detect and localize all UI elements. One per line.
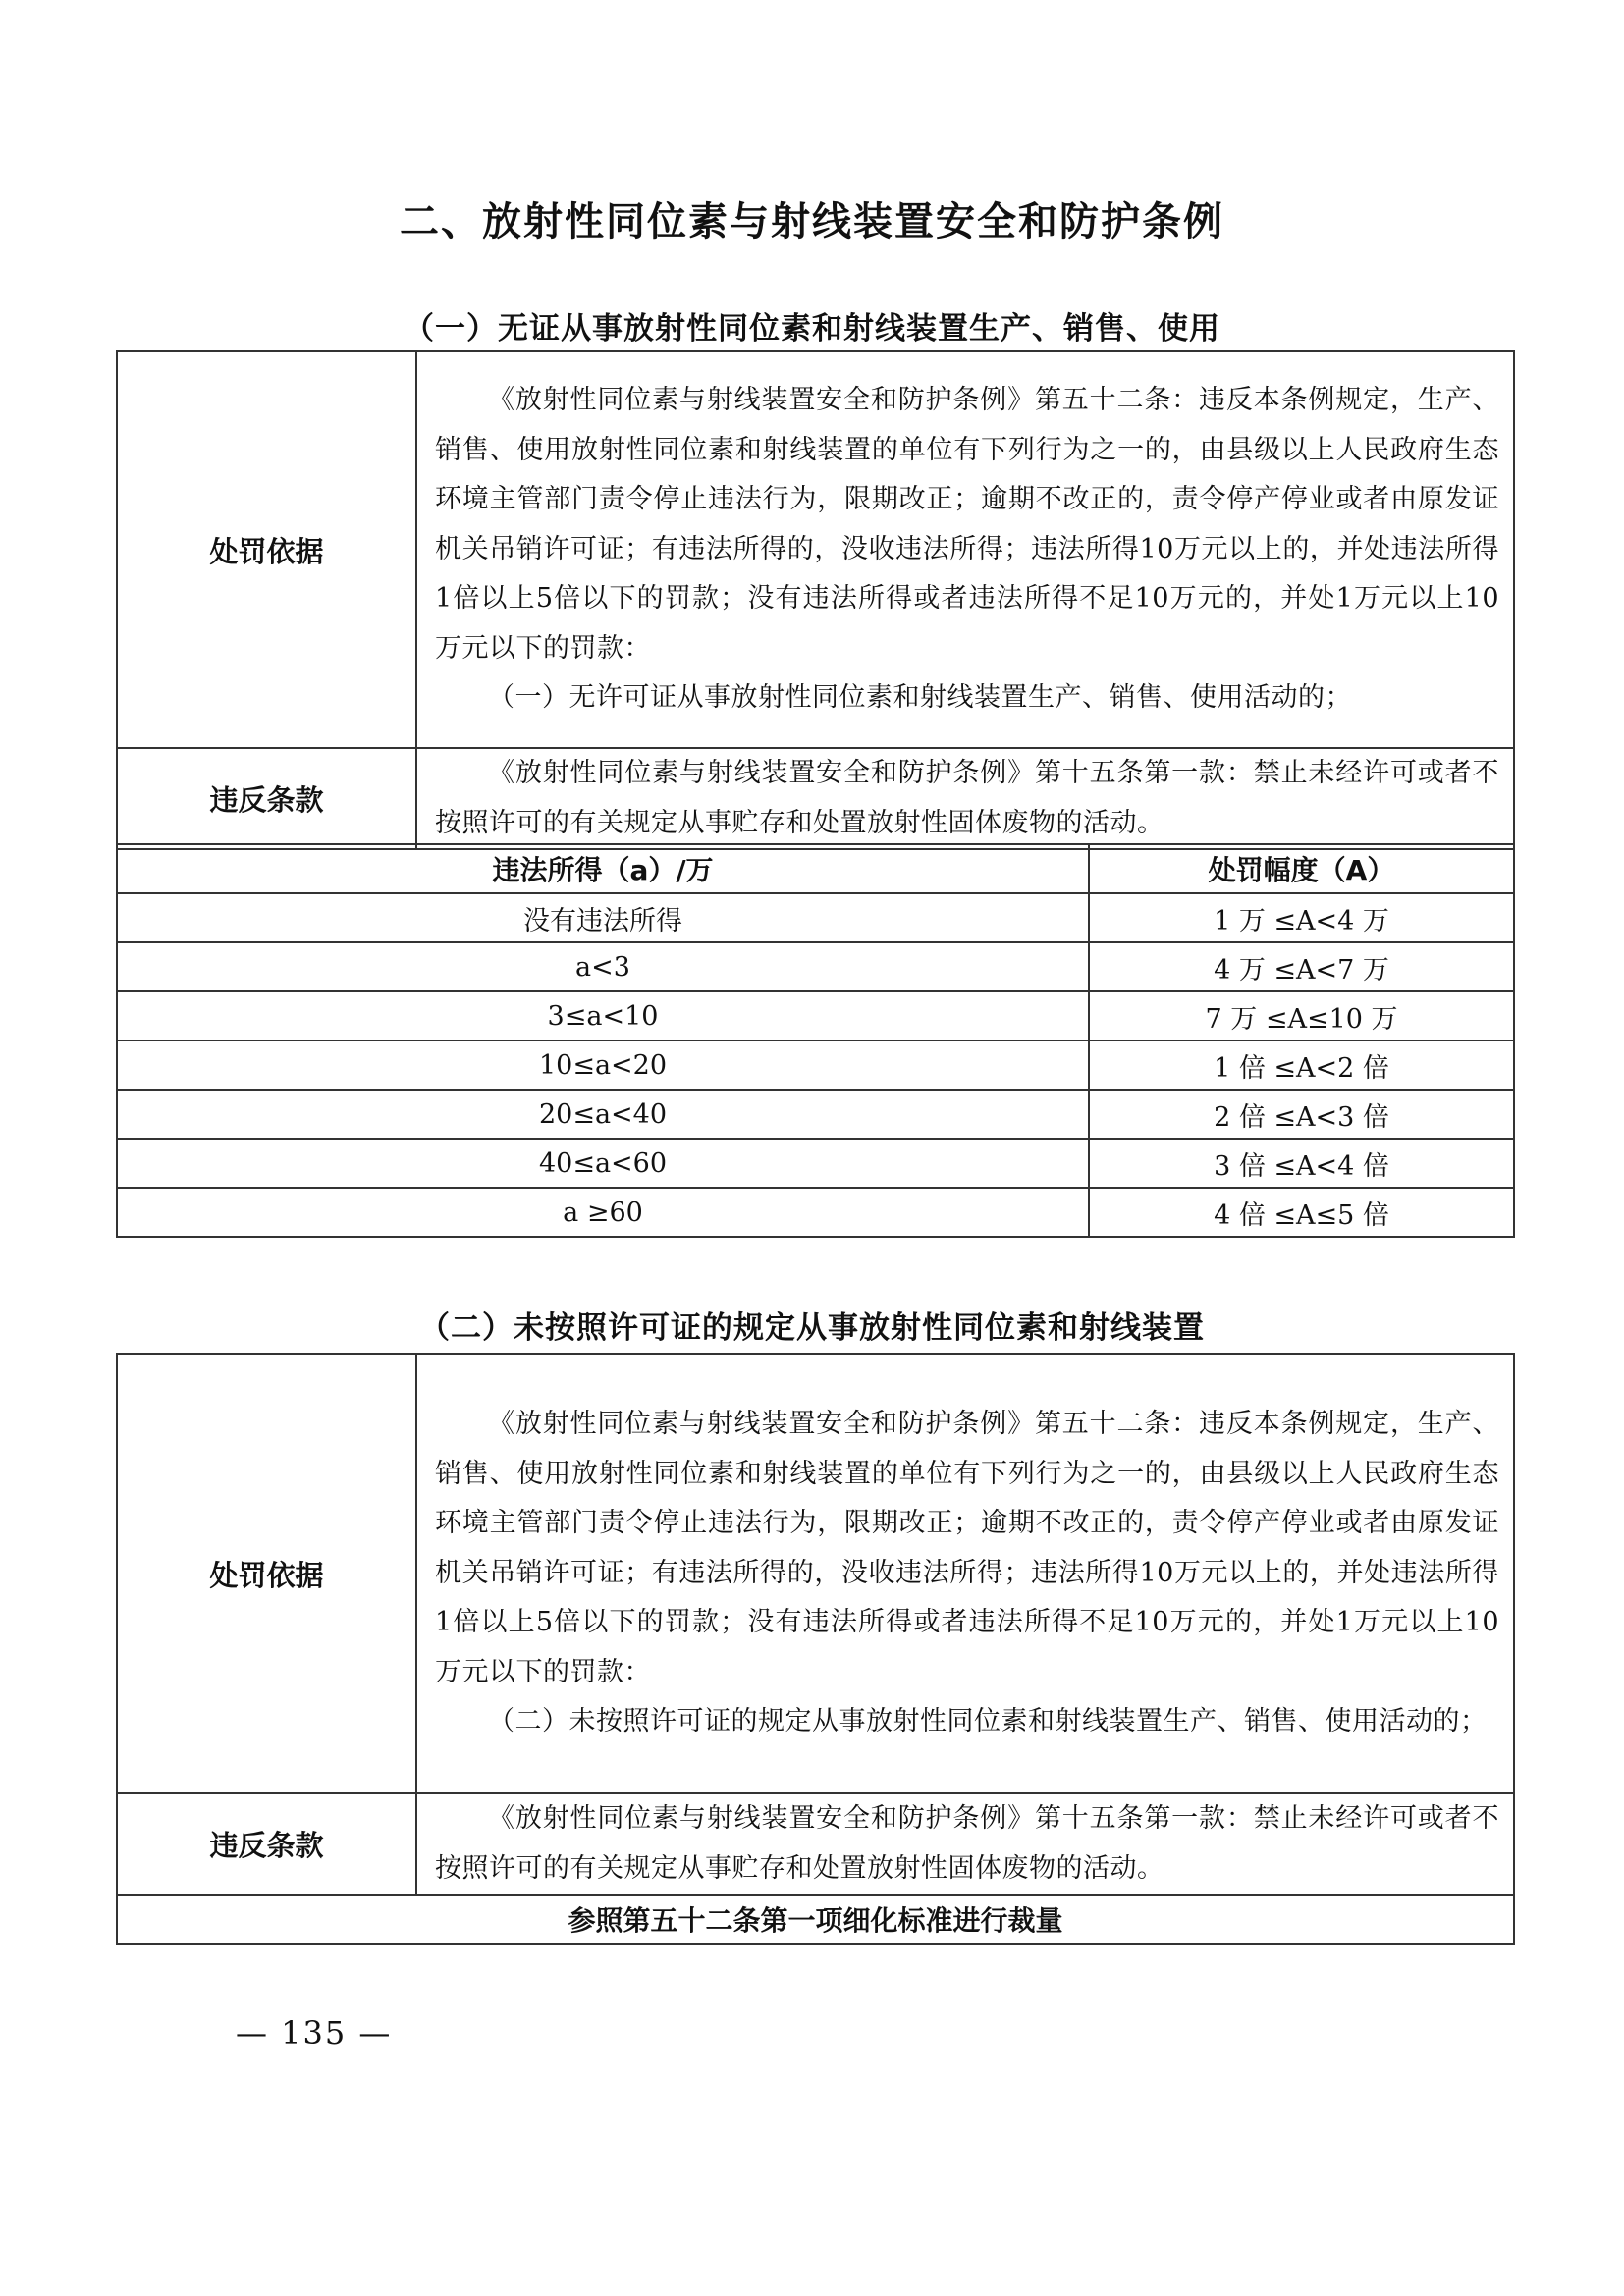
penalty-basis-row bbox=[117, 1354, 1514, 1793]
reference-note-row bbox=[117, 1895, 1514, 1944]
violated-clause-text bbox=[416, 1793, 1514, 1895]
penalty-basis-label: 处罚依据 bbox=[117, 1354, 416, 1793]
page-number: — 135 — bbox=[236, 2014, 393, 2052]
table-row bbox=[117, 1041, 1514, 1090]
range-table bbox=[116, 843, 1515, 1238]
table-row bbox=[117, 942, 1514, 991]
illegal-gains-cell: 3≤a<10 bbox=[117, 991, 1089, 1041]
penalty-range-cell: 7 万 ≤A≤10 万 bbox=[1089, 991, 1514, 1041]
penalty-range-cell: 2 倍 ≤A<3 倍 bbox=[1089, 1090, 1514, 1139]
section-2-table bbox=[116, 1353, 1515, 1945]
violated-clause-paragraph: 《放射性同位素与射线装置安全和防护条例》第十五条第一款：禁止未经许可或者不按照许可的有关规定从事贮存和处置放射性固体废物的活动。 bbox=[435, 758, 1499, 838]
range-table-header bbox=[117, 844, 1514, 893]
violated-clause-row bbox=[117, 1793, 1514, 1895]
penalty-basis-item: （二）未按照许可证的规定从事放射性同位素和射线装置生产、销售、使用活动的； bbox=[488, 1706, 1488, 1737]
table-row bbox=[117, 1139, 1514, 1188]
penalty-basis-label: 处罚依据 bbox=[117, 351, 416, 748]
illegal-gains-cell: a ≥60 bbox=[117, 1188, 1089, 1237]
section-1-title: （一）无证从事放射性同位素和射线装置生产、销售、使用 bbox=[404, 311, 1220, 347]
violated-clause-row bbox=[117, 748, 1514, 849]
violated-clause-text bbox=[416, 748, 1514, 849]
section-1-table bbox=[116, 350, 1515, 850]
header-illegal-gains: 违法所得（a）/万 bbox=[117, 844, 1089, 893]
violated-clause-label: 违反条款 bbox=[117, 1793, 416, 1895]
illegal-gains-cell: 20≤a<40 bbox=[117, 1090, 1089, 1139]
section-2-title: （二）未按照许可证的规定从事放射性同位素和射线装置 bbox=[419, 1310, 1205, 1346]
penalty-basis-text bbox=[416, 351, 1514, 748]
table-row bbox=[117, 1090, 1514, 1139]
penalty-basis-paragraph: 《放射性同位素与射线装置安全和防护条例》第五十二条：违反本条例规定，生产、销售、使用放射性同位素和射线装置的单位有下列行为之一的，由县级以上人民政府生态环境主管部门责令停止违法行为，限期改正；逾期不改正的，责令停产停业或者由原发证机关吊销许可证；有违法所得的，没收违法所得；违法所得10万元以上的，并处违法所得1倍以上5倍以下的罚款；没有违法所得或者违法所得不足10万元的，并处1万元以上10万元以下的罚款： bbox=[435, 1408, 1499, 1687]
illegal-gains-cell: 40≤a<60 bbox=[117, 1139, 1089, 1188]
violated-clause-label: 违反条款 bbox=[117, 748, 416, 849]
penalty-range-cell: 4 倍 ≤A≤5 倍 bbox=[1089, 1188, 1514, 1237]
page-title: 二、放射性同位素与射线装置安全和防护条例 bbox=[400, 199, 1224, 244]
penalty-basis-paragraph: 《放射性同位素与射线装置安全和防护条例》第五十二条：违反本条例规定，生产、销售、使用放射性同位素和射线装置的单位有下列行为之一的，由县级以上人民政府生态环境主管部门责令停止违法行为，限期改正；逾期不改正的，责令停产停业或者由原发证机关吊销许可证；有违法所得的，没收违法所得；违法所得10万元以上的，并处违法所得1倍以上5倍以下的罚款；没有违法所得或者违法所得不足10万元的，并处1万元以上10万元以下的罚款： bbox=[435, 384, 1499, 664]
table-row bbox=[117, 991, 1514, 1041]
illegal-gains-cell: 没有违法所得 bbox=[117, 893, 1089, 942]
reference-note: 参照第五十二条第一项细化标准进行裁量 bbox=[117, 1895, 1514, 1944]
table-row bbox=[117, 893, 1514, 942]
header-penalty-range: 处罚幅度（A） bbox=[1089, 844, 1514, 893]
penalty-range-cell: 1 倍 ≤A<2 倍 bbox=[1089, 1041, 1514, 1090]
penalty-basis-row bbox=[117, 351, 1514, 748]
penalty-range-cell: 1 万 ≤A<4 万 bbox=[1089, 893, 1514, 942]
illegal-gains-cell: 10≤a<20 bbox=[117, 1041, 1089, 1090]
penalty-basis-text bbox=[416, 1354, 1514, 1793]
penalty-range-cell: 4 万 ≤A<7 万 bbox=[1089, 942, 1514, 991]
penalty-basis-item: （一）无许可证从事放射性同位素和射线装置生产、销售、使用活动的； bbox=[488, 682, 1352, 714]
illegal-gains-cell: a<3 bbox=[117, 942, 1089, 991]
violated-clause-paragraph: 《放射性同位素与射线装置安全和防护条例》第十五条第一款：禁止未经许可或者不按照许可的有关规定从事贮存和处置放射性固体废物的活动。 bbox=[435, 1803, 1499, 1884]
table-row bbox=[117, 1188, 1514, 1237]
penalty-range-cell: 3 倍 ≤A<4 倍 bbox=[1089, 1139, 1514, 1188]
